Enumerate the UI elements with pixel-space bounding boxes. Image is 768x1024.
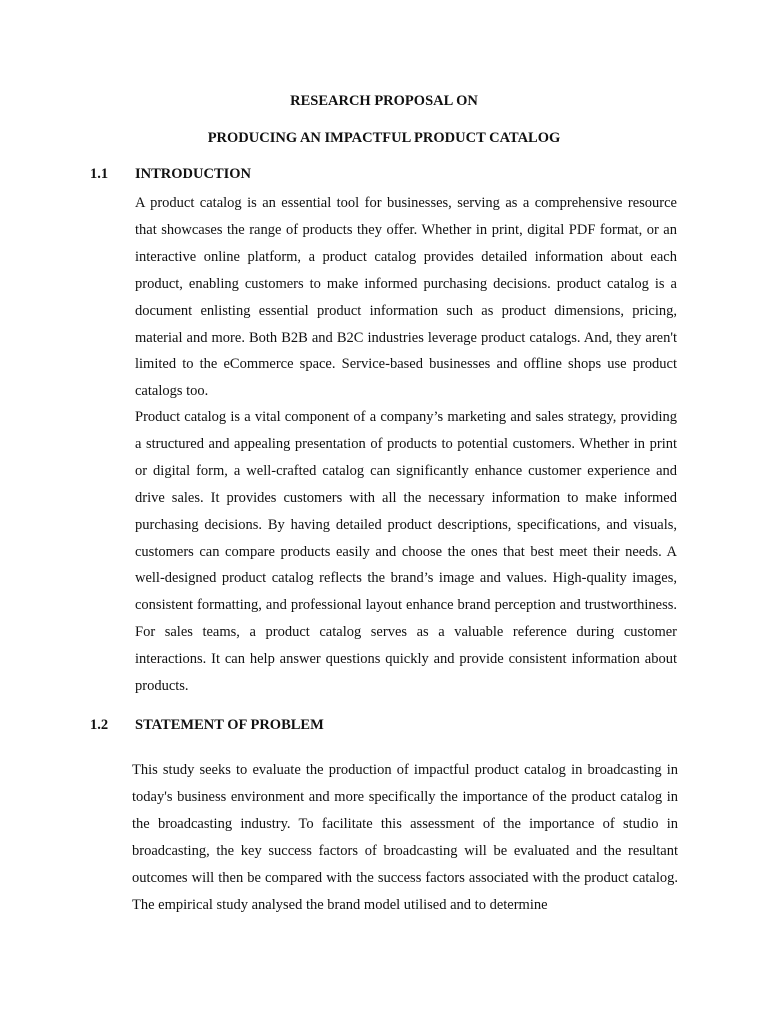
section-title: STATEMENT OF PROBLEM [135, 717, 324, 733]
section-heading-introduction [90, 166, 251, 183]
section-heading-statement-of-problem [90, 717, 324, 734]
document-title-line-2: PRODUCING AN IMPACTFUL PRODUCT CATALOG [207, 130, 561, 146]
document-title-line-1: RESEARCH PROPOSAL ON [290, 93, 478, 109]
introduction-paragraph-1: A product catalog is an essential tool for businesses, serving as a comprehensive resource that showcases the range of products they offer. Whether in print, digital PDF format, or an interactive online platform, a product catalog provides detailed information about each product, enabling customers to make informed purchasing decisions. product catalog is a document enlisting essential product information such as product dimensions, pricing, material and more. Both B2B and B2C industries leverage product catalogs. And, they aren't limited to the eCommerce space. Service-based businesses and offline shops use product catalogs too. [135, 195, 677, 400]
section-title: INTRODUCTION [135, 166, 252, 182]
statement-of-problem-paragraph: This study seeks to evaluate the production of impactful product catalog in broadcasting in today's business environment and more specifically the importance of the product catalog in the broadcasting industry. To facilitate this assessment of the importance of studio in broadcasting, the key success factors of broadcasting will be evaluated and the resultant outcomes will then be compared with the success factors associated with the product catalog. The empirical study analysed the brand model utilised and to determine [132, 762, 678, 913]
introduction-paragraph-2: Product catalog is a vital component of a company’s marketing and sales strategy, providing a structured and appealing presentation of products to potential customers. Whether in print or digital form, a well-crafted catalog can significantly enhance customer experience and drive sales. It provides customers with all the necessary information to make informed purchasing decisions. By having detailed product descriptions, specifications, and visuals, customers can compare products easily and choose the ones that best meet their needs. A well-designed product catalog reflects the brand’s image and values. High-quality images, consistent formatting, and professional layout enhance brand perception and trustworthiness. For sales teams, a product catalog serves as a valuable reference during customer interactions. It can help answer questions quickly and provide consistent information about products. [135, 409, 677, 695]
section-number: 1.2 [90, 717, 109, 733]
section-number: 1.1 [90, 166, 109, 182]
